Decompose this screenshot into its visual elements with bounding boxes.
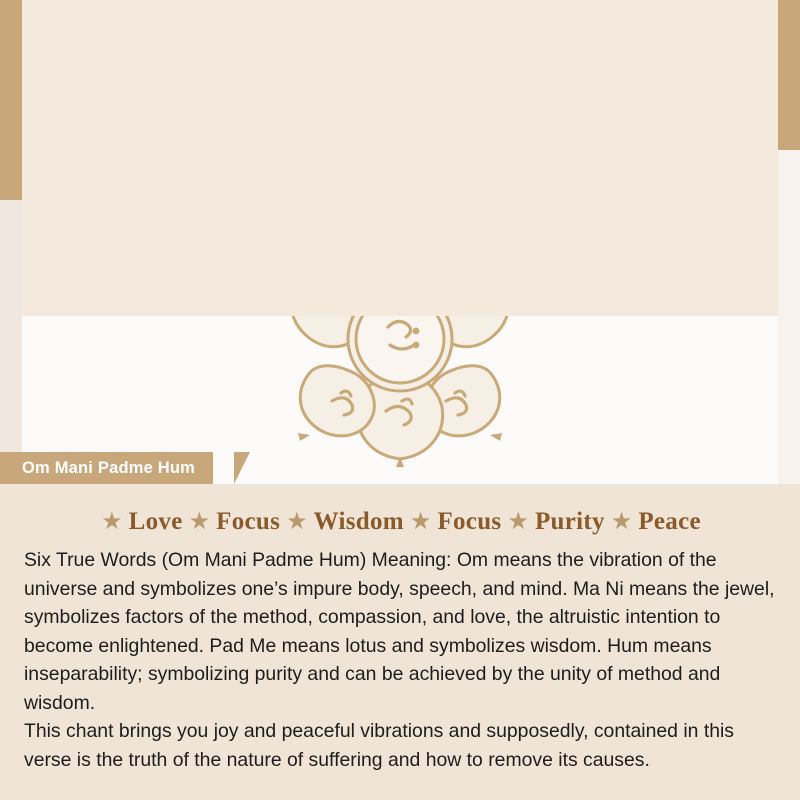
description-paragraph-1: Six True Words (Om Mani Padme Hum) Meaning: Om means the vibration of the universe and symbolizes one’s impure body, speech, and mind. Ma Ni means the jewel, symbolizes factors of the method, compassion, and love, the altruistic intention to become enlightened. Pad Me means lotus and symbolizes wisdom. Hum means inseparability; symbolizing purity and can be achieved by the unity of method and wisdom. (24, 549, 775, 714)
keyword-wisdom: Wisdom (313, 508, 404, 535)
mantra-ribbon-label: Om Mani Padme Hum (22, 458, 196, 477)
mantra-ribbon-tail (234, 452, 250, 484)
description-section-inner (22, 0, 778, 316)
star-icon: ★ (507, 508, 529, 535)
mantra-ribbon (0, 452, 213, 484)
star-icon: ★ (610, 508, 633, 535)
star-icon: ★ (286, 508, 308, 535)
keyword-focus-1: Focus (216, 508, 281, 535)
keyword-list (0, 508, 800, 536)
description-paragraph-2: This chant brings you joy and peaceful vibrations and supposedly, contained in this verse is the truth of the nature of suffering and how to remove its causes. (24, 720, 734, 771)
keyword-peace: Peace (638, 508, 701, 535)
star-icon: ★ (101, 508, 123, 535)
keyword-love: Love (128, 508, 183, 535)
star-icon: ★ (188, 508, 211, 535)
description-text (24, 546, 776, 774)
keyword-focus-2: Focus (437, 508, 502, 535)
keyword-purity: Purity (534, 508, 605, 535)
star-icon: ★ (409, 508, 432, 535)
